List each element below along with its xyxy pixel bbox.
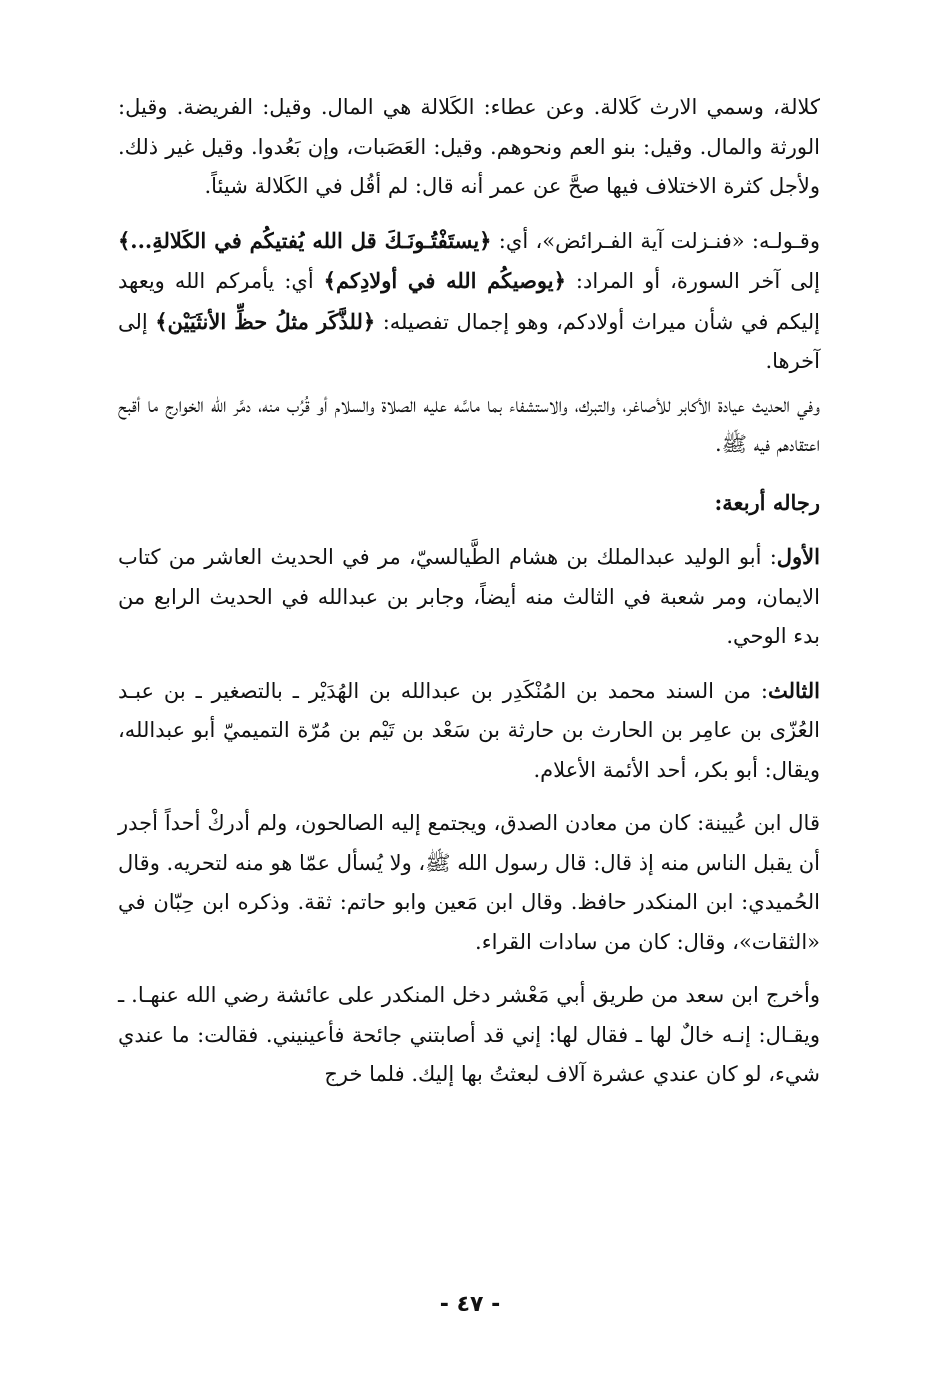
paragraph-p6 <box>118 671 820 791</box>
bold-text: الثالث <box>768 677 820 703</box>
paragraph-p4 <box>118 483 820 524</box>
body-text <box>118 88 820 1095</box>
text-run: أي: يأمركم الله ويعهد إليكم في شأن ميراث أولادكم، وهو إجمال تفصيله: <box>118 269 820 334</box>
text-run: وقـولـه: «فنـزلت آية الفـرائض»، أي: <box>491 228 820 253</box>
text-run: وأخرج ابن سعد من طريق أبي مَعْشر دخل المنكدر على عائشة رضي الله عنهـا. ـ ويقـال: إنـه خالٌ لها ـ فقال لها: إني قد أصابتني جائحة فأعينيني. فقالت: ما عندي شيء، لو كان عندي عشرة آلاف لبعثتُ بها إليك. فلما خرج <box>118 983 820 1086</box>
paragraph-p8 <box>118 976 820 1095</box>
paragraph-p2 <box>118 221 820 382</box>
bold-text: رجاله أربعة: <box>714 489 820 515</box>
text-run: كلالة، وسمي الارث كَلالة. وعن عطاء: الكَلالة هي المال. وقيل: الفريضة. وقيل: الورثة والمال. وقيل: بنو العم ونحوهم. وقيل: العَصَبات، وإن بَعُدوا. وقيل غير ذلك. ولأجل كثرة الاختلاف فيها صحَّ عن عمر أنه قال: لم أقُل في الكَلالة شيئاً. <box>118 95 820 198</box>
paragraph-p3 <box>118 386 820 465</box>
text-run: إلى آخرها. <box>118 309 820 373</box>
bold-text: ﴿يستَفْتُـونَـكَ قل الله يُفتيكُم في الكَلالةِ...﴾ <box>118 227 492 253</box>
bold-text: ﴿يوصيكُم الله في أولادِكم﴾ <box>323 268 566 293</box>
text-run: قال ابن عُيينة: كان من معادن الصدق، ويجتمع إليه الصالحون، ولم أدركْ أحداً أجدر أن يقبل الناس منه إذ قال: قال رسول الله ﷺ، ولا يُسأل عمّا هو منه لتحريه. وقال الحُميدي: ابن المنكدر حافظ. وقال ابن مَعين وابو حاتم: ثقة. وذكره ابن حِبّان في «الثقات»، وقال: كان من سادات القراء. <box>118 811 820 954</box>
text-run: : أبو الوليد عبدالملك بن هشام الطَّيالسيّ، مر في الحديث العاشر من كتاب الايمان، ومر شعبة في الثالث منه أيضاً، وجابر بن عبدالله في الحديث الرابع من بدء الوحي. <box>118 545 820 648</box>
paragraph-p1 <box>118 88 820 207</box>
bold-text: الأول <box>776 544 820 569</box>
bold-text: ﴿للذَّكَر مثلُ حظِّ الأنثَيَيْن﴾ <box>155 308 376 334</box>
text-run: وفي الحديث عيادة الأكابر للأصاغر، والتبرك، والاستشفاء بما ماسَّه عليه الصلاة والسلام أو قُرُب منه، دمَّر الله الخوارج ما أقبح اعتقادهم فيه ﷺ. <box>118 392 820 456</box>
text-run: : من السند محمد بن المُنْكَدِر بن عبدالله بن الهُدَيْر ـ بالتصغير ـ بن عبـد العُزّى بن عامِر بن الحارث بن حارثة بن سَعْد بن تَيْم بن مُرّة التميميّ أبو عبدالله، ويقال: أبو بكر، أحد الأئمة الأعلام. <box>118 678 820 782</box>
paragraph-p7 <box>118 804 820 962</box>
page-number: - ٤٧ - <box>439 1292 501 1317</box>
text-run: إلى آخر السورة، أو المراد: <box>565 269 820 293</box>
paragraph-p5 <box>118 537 820 657</box>
